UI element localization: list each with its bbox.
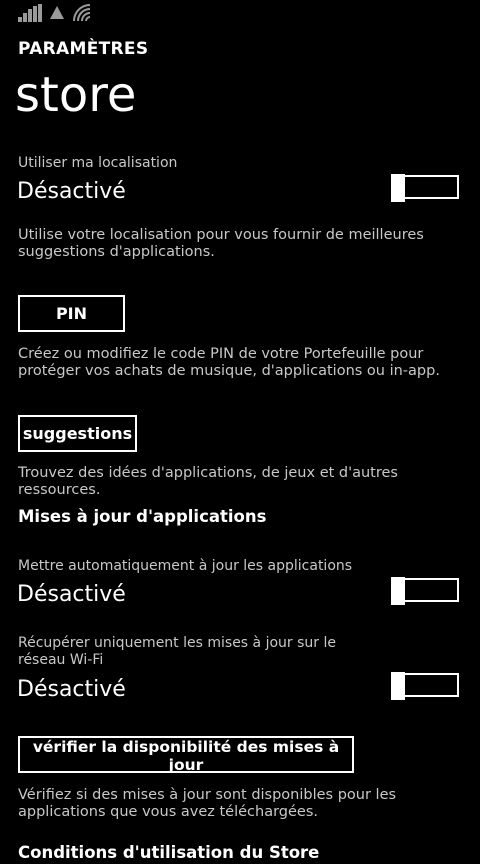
toggle-track <box>403 175 459 199</box>
location-setting-value: Désactivé <box>17 179 126 204</box>
pin-description-line2: protéger vos achats de musique, d'applications ou in-app. <box>18 363 440 379</box>
check-updates-description-line2: applications que vous avez téléchargées. <box>18 804 319 820</box>
auto-update-value: Désactivé <box>17 582 126 607</box>
location-description-line1: Utilise votre localisation pour vous fournir de meilleures <box>18 227 424 243</box>
wifi-only-label-line2: réseau Wi-Fi <box>18 652 104 668</box>
wifi-only-label-line1: Récupérer uniquement les mises à jour sur le <box>18 635 336 651</box>
toggle-track <box>403 673 459 697</box>
wifi-only-toggle[interactable] <box>391 672 459 698</box>
wifi-only-value: Désactivé <box>17 677 126 702</box>
toggle-track <box>403 578 459 602</box>
page-title: store <box>15 67 137 123</box>
app-title: PARAMÈTRES <box>18 39 149 59</box>
suggestions-button[interactable]: suggestions <box>18 415 137 452</box>
auto-update-toggle[interactable] <box>391 577 459 603</box>
suggestions-description: Trouvez des idées d'applications, de jeux et d'autres ressources. <box>18 465 398 498</box>
app-updates-heading: Mises à jour d'applications <box>18 507 267 526</box>
location-setting-label: Utiliser ma localisation <box>18 155 178 171</box>
toggle-knob[interactable] <box>391 174 405 202</box>
wifi-icon <box>72 3 92 23</box>
data-arrow-icon <box>50 6 64 19</box>
check-updates-description-line1: Vérifiez si des mises à jour sont disponibles pour les <box>18 787 397 803</box>
auto-update-label: Mettre automatiquement à jour les applications <box>18 558 353 574</box>
toggle-knob[interactable] <box>391 672 405 700</box>
status-bar <box>0 0 480 28</box>
toggle-knob[interactable] <box>391 577 405 605</box>
location-description-line2: suggestions d'applications. <box>18 244 215 260</box>
pin-button[interactable]: PIN <box>18 295 125 332</box>
pin-description-line1: Créez ou modifiez le code PIN de votre Portefeuille pour <box>18 346 424 362</box>
store-terms-heading[interactable]: Conditions d'utilisation du Store <box>18 843 320 862</box>
check-updates-button[interactable]: vérifier la disponibilité des mises à jour <box>18 736 354 773</box>
signal-bars-icon <box>18 4 44 22</box>
location-toggle[interactable] <box>391 174 459 200</box>
